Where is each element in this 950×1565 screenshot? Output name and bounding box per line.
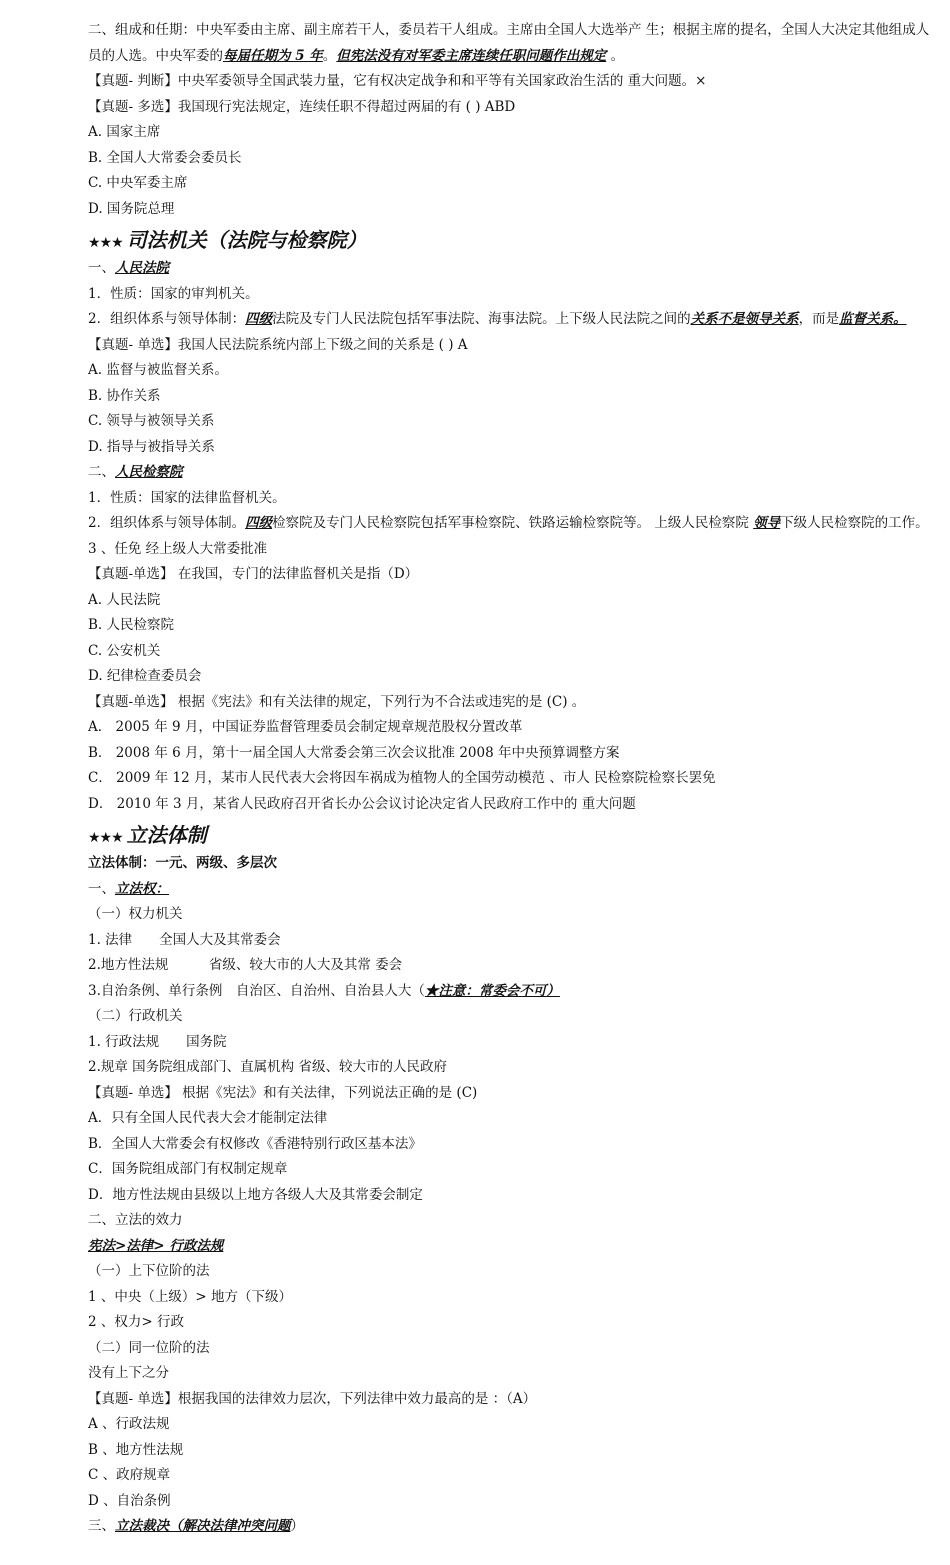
- answer-option: A. 监督与被监督关系。: [88, 362, 228, 378]
- answer-option: C. 领导与被领导关系: [88, 413, 215, 429]
- list-item: 1. 行政法规 国务院: [88, 1033, 227, 1050]
- subheading-hierarchy: （一）上下位阶的法: [88, 1263, 210, 1279]
- list-item: 2.地方性法规 省级、较大市的人大及其常 委会: [88, 957, 403, 973]
- subheading-court: 一、人民法院: [88, 260, 169, 276]
- answer-option: B 、地方性法规: [88, 1441, 184, 1458]
- list-item: 1. 法律 全国人大及其常委会: [88, 931, 281, 948]
- subheading-ruling: 三、立法裁决（解决法律冲突问题）: [88, 1518, 304, 1534]
- answer-option: D. 国务院总理: [88, 200, 175, 217]
- question-single-choice: 【真题- 单选】根据我国的法律效力层次，下列法律中效力最高的是 ：（A）: [88, 1390, 537, 1407]
- subheading-legal-effect: 二、立法的效力: [88, 1212, 183, 1228]
- answer-option: B．全国人大常委会有权修改《香港特别行政区基本法》: [88, 1135, 422, 1152]
- no-term-limit-emphasis: 但宪法没有对军委主席连续任职问题作出规定: [336, 47, 607, 64]
- document-page: [88, 18, 938, 1540]
- subheading-legislative-power: 一、立法权：: [88, 880, 169, 897]
- question-judgement: 【真题- 判断】中央军委领导全国武装力量，它有权决定战争和和平等有关国家政治生活的 重大问题。×: [88, 73, 707, 89]
- answer-option: B. 人民检察院: [88, 617, 175, 633]
- answer-option: D 、自治条例: [88, 1492, 171, 1509]
- star-rating-icon: ★★★: [88, 830, 123, 846]
- answer-option: D． 2010 年 3 月，某省人民政府召开省长办公会议讨论决定省人民政府工作中的 重大问题: [88, 795, 636, 812]
- list-item: 没有上下之分: [88, 1365, 169, 1381]
- answer-option: C．国务院组成部门有权制定规章: [88, 1161, 288, 1177]
- answer-option: B． 2008 年 6 月，第十一届全国人大常委会第三次会议批准 2008 年中央预算调整方案: [88, 744, 620, 761]
- cmc-composition-paragraph: 二、组成和任期：中央军委由主席、副主席若干人，委员若干人组成。主席由全国人大选举产 生；根据主席的提名，全国人大决定其他组成人员的人选。中央军委的每届任期为 5 年。但宪法没有对军委主席连续任职问题作出规定 。: [88, 22, 930, 64]
- section-heading-legislative: ★★★ 立法体制: [88, 823, 207, 847]
- procuratorate-nature: 1．性质：国家的法律监督机关。: [88, 489, 286, 506]
- court-organization: 2．组织体系与领导体制：四级法院及专门人民法院包括军事法院、海事法院。上下级人民法院之间的关系不是领导关系，而是监督关系。: [88, 311, 907, 327]
- question-single-choice: 【真题-单选】 根据《宪法》和有关法律的规定，下列行为不合法或违宪的是 (C) 。: [88, 693, 586, 710]
- answer-option: C 、政府规章: [88, 1467, 171, 1483]
- answer-option: D．地方性法规由县级以上地方各级人大及其常委会制定: [88, 1186, 423, 1203]
- star-rating-icon: ★★★: [88, 235, 123, 251]
- procuratorate-organization: 2．组织体系与领导体制。四级检察院及专门人民检察院包括军事检察院、铁路运输检察院等。 上级人民检察院 领导下级人民检察院的工作。: [88, 515, 929, 531]
- legislative-summary: 立法体制：一元、两级、多层次: [88, 855, 277, 871]
- answer-option: D. 纪律检查委员会: [88, 668, 202, 684]
- answer-option: A．只有全国人民代表大会才能制定法律: [88, 1110, 328, 1126]
- answer-option: B. 全国人大常委会委员长: [88, 149, 242, 166]
- question-single-choice: 【真题-单选】 在我国，专门的法律监督机关是指（D）: [88, 566, 419, 582]
- question-single-choice: 【真题- 单选】 根据《宪法》和有关法律，下列说法正确的是 (C): [88, 1084, 478, 1101]
- note-emphasis: ★注意：常委会不可）: [424, 982, 560, 999]
- list-item: 1 、中央（上级）> 地方（下级）: [88, 1288, 292, 1305]
- answer-option: A 、行政法规: [88, 1416, 170, 1432]
- question-multi-choice: 【真题- 多选】我国现行宪法规定，连续任职不得超过两届的有 ( ) ABD: [88, 98, 516, 115]
- subheading-power-organs: （一）权力机关: [88, 906, 183, 922]
- procuratorate-appointment: 3 、任免 经上级人大常委批准: [88, 540, 268, 557]
- answer-option: A． 2005 年 9 月，中国证券监督管理委员会制定规章规范股权分置改革: [88, 719, 523, 735]
- list-item: 2.规章 国务院组成部门、直属机构 省级、较大市的人民政府: [88, 1059, 447, 1075]
- answer-option: A. 国家主席: [88, 124, 161, 140]
- answer-option: C. 中央军委主席: [88, 175, 188, 191]
- subheading-administrative-organs: （二）行政机关: [88, 1008, 183, 1024]
- subheading-same-rank: （二）同一位阶的法: [88, 1339, 210, 1356]
- answer-option: D. 指导与被指导关系: [88, 438, 215, 455]
- term-length-emphasis: 每届任期为 5 年: [223, 47, 323, 64]
- court-nature: 1．性质：国家的审判机关。: [88, 285, 259, 302]
- hierarchy-order: 宪法>法律> 行政法规: [88, 1237, 224, 1254]
- question-single-choice: 【真题- 单选】我国人民法院系统内部上下级之间的关系是 ( ) A: [88, 336, 468, 353]
- answer-option: C． 2009 年 12 月，某市人民代表大会将因车祸成为植物人的全国劳动模范 、市人 民检察院检察长罢免: [88, 770, 716, 786]
- answer-option: C. 公安机关: [88, 642, 161, 659]
- list-item: 2 、权力> 行政: [88, 1314, 184, 1330]
- answer-option: A. 人民法院: [88, 591, 161, 608]
- list-item: 3.自治条例、单行条例 自治区、自治州、自治县人大（★注意：常委会不可）: [88, 982, 560, 999]
- section-heading-judicial: ★★★ 司法机关（法院与检察院）: [88, 228, 367, 252]
- answer-option: B. 协作关系: [88, 387, 161, 404]
- subheading-procuratorate: 二、人民检察院: [88, 464, 183, 480]
